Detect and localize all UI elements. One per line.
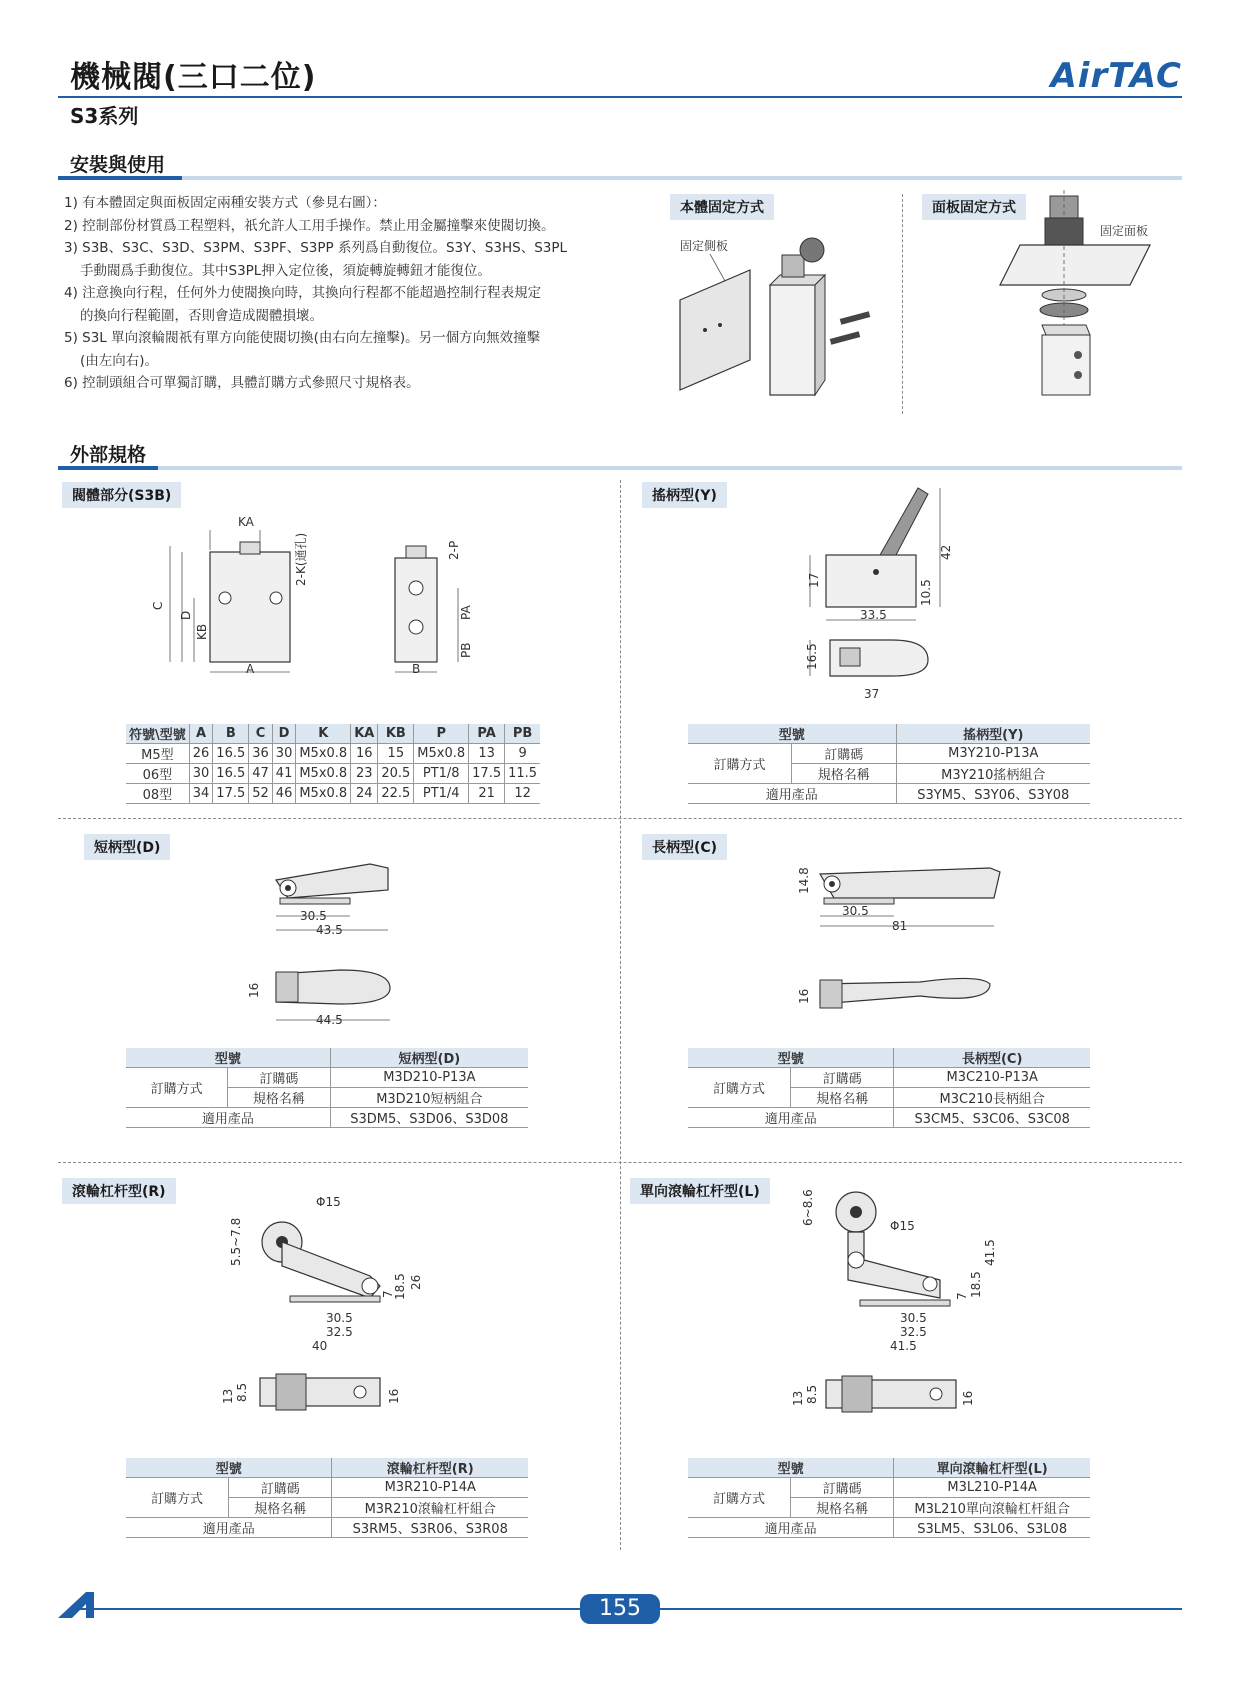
table-row	[126, 784, 540, 804]
table-cell: 訂購碼	[791, 1068, 894, 1088]
grid-divider-1	[58, 818, 1182, 819]
page-number: 155	[580, 1594, 660, 1624]
table-cell: 適用產品	[688, 784, 896, 804]
body-mount-label: 本體固定方式	[670, 194, 774, 220]
dim-b: B	[412, 662, 421, 676]
table-col-header: D	[272, 724, 296, 744]
table-cell: 16.5	[213, 764, 249, 784]
table-cell: M3R210-P14A	[332, 1478, 528, 1498]
oneway-l-diagram	[790, 1180, 1020, 1428]
table-cell: 17.5	[469, 764, 505, 784]
series-subtitle: S3系列	[70, 104, 139, 128]
table-cell: 21	[469, 784, 505, 804]
short-d-table	[126, 1048, 528, 1128]
dim-r-phi: Φ15	[316, 1195, 341, 1209]
dim-l-415b: 41.5	[890, 1339, 917, 1353]
body-dimension-diagram	[140, 510, 560, 680]
table-cell: 11.5	[505, 764, 540, 784]
table-cell: 訂購碼	[228, 1068, 331, 1088]
roller-r-label: 滾輪杠杆型(R)	[62, 1178, 176, 1204]
table-cell: 規格名稱	[228, 1088, 331, 1108]
table-cell: 規格名稱	[790, 1498, 893, 1518]
dim-y-17: 17	[807, 572, 821, 588]
body-section-label: 閥體部分(S3B)	[62, 482, 181, 508]
table-cell: S3YM5、S3Y06、S3Y08	[896, 784, 1090, 804]
dim-r-85: 8.5	[235, 1382, 249, 1402]
install-notes	[64, 192, 624, 395]
external-heading: 外部規格	[70, 444, 147, 466]
dim-r-325: 32.5	[326, 1325, 353, 1339]
dim-l-13: 13	[791, 1390, 805, 1406]
short-d-diagram	[240, 854, 420, 1034]
table-col-header: 符號\型號	[126, 724, 189, 744]
table-cell: 26	[189, 744, 213, 764]
table-cell: 16	[351, 744, 378, 764]
table-row	[126, 1478, 528, 1498]
note-5: 5) S3L 單向滾輪閥祇有單方向能使閥切換(由右向左撞擊)。另一個方向無效撞擊	[64, 330, 541, 346]
note-1: 1) 有本體固定與面板固定兩種安裝方式（參見右圖）：	[64, 195, 386, 211]
table-cell: S3LM5、S3L06、S3L08	[894, 1518, 1090, 1538]
panel-mount-label: 面板固定方式	[922, 194, 1026, 220]
note-4b: 的換向行程範圍，否則會造成閥體損壞。	[80, 307, 323, 324]
install-heading: 安裝與使用	[70, 154, 166, 176]
footer-logo-icon	[58, 1590, 108, 1620]
note-5b: (由左向右)。	[80, 352, 159, 369]
table-header-row	[126, 724, 540, 744]
table-col-header: K	[296, 724, 351, 744]
table-col-header: 型號	[688, 724, 896, 744]
table-cell: 20.5	[378, 764, 414, 784]
dim-c: C	[151, 601, 165, 610]
dim-c-16: 16	[797, 988, 811, 1004]
table-cell: 訂購方式	[126, 1068, 228, 1108]
table-cell: 41	[272, 764, 296, 784]
table-cell: 規格名稱	[229, 1498, 332, 1518]
dim-r-305: 30.5	[326, 1311, 353, 1325]
table-cell: 16.5	[213, 744, 249, 764]
table-col-header: A	[189, 724, 213, 744]
dim-r-40: 40	[312, 1339, 328, 1353]
table-cell: 12	[505, 784, 540, 804]
dim-c-305: 30.5	[842, 904, 869, 918]
dim-l-305: 30.5	[900, 1311, 927, 1325]
external-heading-bar	[58, 466, 158, 470]
table-row	[126, 764, 540, 784]
table-cell: M5x0.8	[296, 764, 351, 784]
table-col-header: 型號	[688, 1048, 894, 1068]
table-cell: M5x0.8	[414, 744, 469, 764]
install-heading-bar	[58, 176, 182, 180]
table-cell: 訂購方式	[688, 1478, 790, 1518]
table-cell: 47	[249, 764, 273, 784]
table-col-header: 型號	[688, 1458, 894, 1478]
table-cell: 34	[189, 784, 213, 804]
table-cell: M3D210-P13A	[330, 1068, 528, 1088]
dim-r-185: 18.5	[393, 1273, 407, 1300]
table-cell: M3R210滾輪杠杆組合	[332, 1498, 528, 1518]
table-cell: S3DM5、S3D06、S3D08	[330, 1108, 528, 1128]
dim-k: 2-K(通孔)	[294, 532, 308, 586]
table-cell: M5x0.8	[296, 784, 351, 804]
table-row	[688, 1108, 1090, 1128]
dim-y-105: 10.5	[919, 579, 933, 606]
panel-mount-diagram	[990, 190, 1190, 410]
table-col-header: 搖柄型(Y)	[896, 724, 1090, 744]
lever-y-diagram	[800, 480, 980, 710]
brand-logo: AirTAC	[1050, 56, 1182, 96]
table-cell: 適用產品	[688, 1518, 894, 1538]
lever-y-table	[688, 724, 1090, 804]
table-row	[126, 1518, 528, 1538]
table-row	[688, 744, 1090, 764]
table-cell: 適用產品	[126, 1108, 330, 1128]
table-col-header: 短柄型(D)	[330, 1048, 528, 1068]
dim-p: 2-P	[447, 540, 461, 560]
dim-d-16: 16	[247, 982, 261, 998]
page-title: 機械閥(三口二位)	[70, 60, 317, 95]
table-row	[688, 784, 1090, 804]
dim-a: A	[246, 662, 255, 676]
dim-l-415: 41.5	[983, 1239, 997, 1266]
dim-d-435: 43.5	[316, 923, 343, 937]
panel-mount-part-label: 固定面板	[1100, 224, 1149, 238]
table-header-row	[126, 1048, 528, 1068]
oneway-l-table	[688, 1458, 1090, 1538]
note-3b: 手動閥爲手動復位。其中S3PL押入定位後，須旋轉旋轉鈕才能復位。	[80, 262, 491, 279]
table-header-row	[126, 1458, 528, 1478]
dim-l-phi: Φ15	[890, 1219, 915, 1233]
dim-ka: KA	[238, 515, 254, 529]
dim-pa: PA	[459, 605, 473, 620]
short-d-label: 短柄型(D)	[84, 834, 170, 860]
table-col-header: PA	[469, 724, 505, 744]
table-cell: 17.5	[213, 784, 249, 804]
body-mount-diagram	[670, 230, 890, 400]
dim-r-26: 26	[409, 1274, 423, 1290]
header-rule	[58, 96, 1182, 98]
table-cell: M3C210長柄組合	[894, 1088, 1090, 1108]
long-c-diagram	[790, 854, 1010, 1034]
table-row	[688, 1478, 1090, 1498]
dim-y-37: 37	[864, 687, 880, 701]
table-col-header: P	[414, 724, 469, 744]
mount-divider	[902, 194, 903, 414]
table-cell: M3D210短柄組合	[330, 1088, 528, 1108]
table-cell: 9	[505, 744, 540, 764]
table-cell: 46	[272, 784, 296, 804]
table-cell: 訂購方式	[126, 1478, 229, 1518]
dim-d-445: 44.5	[316, 1013, 343, 1027]
table-cell: 訂購方式	[688, 1068, 791, 1108]
dim-l-85: 8.5	[805, 1384, 819, 1404]
table-cell: 23	[351, 764, 378, 784]
dim-l-325: 32.5	[900, 1325, 927, 1339]
table-col-header: 型號	[126, 1048, 330, 1068]
table-cell: 22.5	[378, 784, 414, 804]
dim-pb: PB	[459, 642, 473, 658]
roller-r-table	[126, 1458, 528, 1538]
dim-kb: KB	[195, 623, 209, 640]
note-2: 2) 控制部份材質爲工程塑料，祇允許人工用手操作。禁止用金屬撞擊來使閥切換。	[64, 217, 555, 234]
table-cell: 24	[351, 784, 378, 804]
dim-y-42: 42	[939, 544, 953, 560]
grid-vertical-divider	[620, 480, 621, 1550]
table-cell: 規格名稱	[792, 764, 896, 784]
note-3: 3) S3B、S3C、S3D、S3PM、S3PF、S3PP 系列爲自動復位。S3Y、S3HS、S3PL	[64, 240, 568, 256]
table-header-row	[688, 1458, 1090, 1478]
dim-c-81: 81	[892, 919, 908, 933]
dim-l-68: 6~8.6	[801, 1189, 815, 1226]
table-cell: S3CM5、S3C06、S3C08	[894, 1108, 1090, 1128]
external-heading-rule	[158, 466, 1182, 470]
table-header-row	[688, 1048, 1090, 1068]
table-cell: 08型	[126, 784, 189, 804]
table-cell: 30	[189, 764, 213, 784]
dim-y-335: 33.5	[860, 608, 887, 622]
table-cell: M3L210單向滾輪杠杆組合	[894, 1498, 1090, 1518]
table-cell: PT1/4	[414, 784, 469, 804]
table-row	[126, 744, 540, 764]
table-cell: 30	[272, 744, 296, 764]
dim-l-16: 16	[961, 1390, 975, 1406]
table-cell: 36	[249, 744, 273, 764]
table-cell: M3Y210-P13A	[896, 744, 1090, 764]
dim-r-16: 16	[387, 1388, 401, 1404]
table-row	[688, 1518, 1090, 1538]
table-cell: 52	[249, 784, 273, 804]
note-6: 6) 控制頭組合可單獨訂購，具體訂購方式參照尺寸規格表。	[64, 375, 420, 391]
long-c-label: 長柄型(C)	[642, 834, 727, 860]
table-cell: M3C210-P13A	[894, 1068, 1090, 1088]
dim-c-148: 14.8	[797, 867, 811, 894]
table-cell: 適用產品	[126, 1518, 332, 1538]
roller-r-diagram	[220, 1186, 450, 1426]
table-cell: 訂購碼	[790, 1478, 893, 1498]
table-col-header: KB	[378, 724, 414, 744]
table-col-header: 長柄型(C)	[894, 1048, 1090, 1068]
dim-d-305: 30.5	[300, 909, 327, 923]
dim-d: D	[179, 610, 193, 620]
dim-l-185: 18.5	[969, 1271, 983, 1298]
table-cell: 訂購碼	[229, 1478, 332, 1498]
table-cell: 訂購方式	[688, 744, 792, 784]
table-cell: 06型	[126, 764, 189, 784]
table-cell: M5型	[126, 744, 189, 764]
table-col-header: C	[249, 724, 273, 744]
dim-r-13: 13	[221, 1388, 235, 1404]
dim-l-7: 7	[955, 1292, 969, 1300]
table-col-header: 滾輪杠杆型(R)	[332, 1458, 528, 1478]
table-col-header: PB	[505, 724, 540, 744]
table-row	[126, 1108, 528, 1128]
oneway-l-label: 單向滾輪杠杆型(L)	[630, 1178, 770, 1204]
body-spec-table	[126, 724, 540, 804]
dim-r-55: 5.5~7.8	[229, 1217, 243, 1266]
table-col-header: KA	[351, 724, 378, 744]
table-header-row	[688, 724, 1090, 744]
lever-y-label: 搖柄型(Y)	[642, 482, 727, 508]
table-cell: M3L210-P14A	[894, 1478, 1090, 1498]
table-cell: 15	[378, 744, 414, 764]
table-col-header: 單向滾輪杠杆型(L)	[894, 1458, 1090, 1478]
table-cell: PT1/8	[414, 764, 469, 784]
long-c-table	[688, 1048, 1090, 1128]
table-cell: M3Y210搖柄組合	[896, 764, 1090, 784]
dim-r-7: 7	[381, 1290, 395, 1298]
install-heading-rule	[182, 176, 1182, 180]
note-4: 4) 注意換向行程，任何外力使閥換向時，其換向行程都不能超過控制行程表規定	[64, 285, 542, 301]
table-cell: 規格名稱	[791, 1088, 894, 1108]
table-cell: 訂購碼	[792, 744, 896, 764]
table-cell: S3RM5、S3R06、S3R08	[332, 1518, 528, 1538]
table-row	[688, 1068, 1090, 1088]
table-cell: 13	[469, 744, 505, 764]
table-col-header: 型號	[126, 1458, 332, 1478]
grid-divider-2	[58, 1162, 1182, 1163]
dim-y-165: 16.5	[805, 643, 819, 670]
table-cell: 適用產品	[688, 1108, 894, 1128]
table-row	[126, 1068, 528, 1088]
table-col-header: B	[213, 724, 249, 744]
table-cell: M5x0.8	[296, 744, 351, 764]
body-mount-part-label: 固定側板	[680, 239, 729, 253]
